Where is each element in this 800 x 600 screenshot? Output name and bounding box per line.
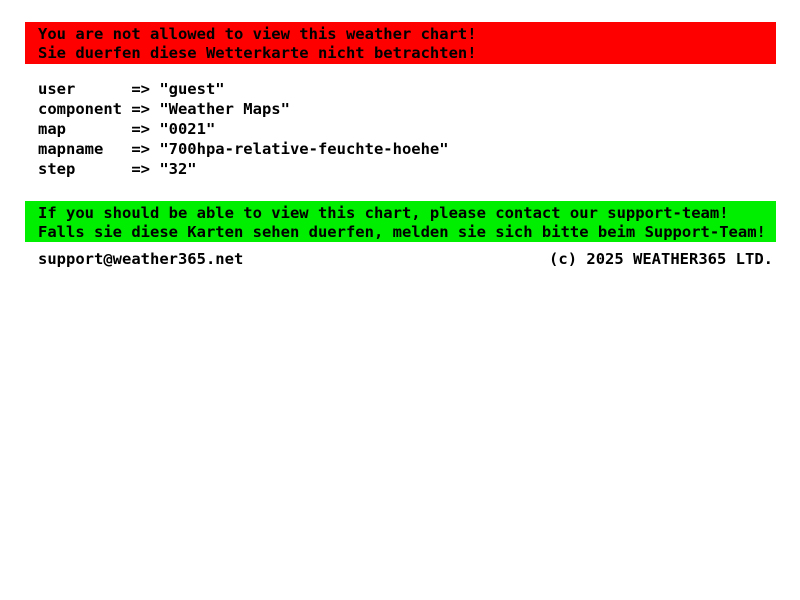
detail-value: "32" (159, 160, 197, 178)
detail-key: component (38, 100, 122, 118)
arrow-glyph: => (131, 120, 150, 138)
error-line-de: Sie duerfen diese Wetterkarte nicht betrachten! (38, 44, 477, 62)
support-email: support@weather365.net (38, 250, 244, 268)
detail-key: map (38, 120, 66, 138)
detail-row-component (38, 99, 449, 119)
detail-value: "Weather Maps" (159, 100, 290, 118)
detail-row-step (38, 159, 449, 179)
request-details-list (38, 79, 449, 179)
detail-value: "0021" (159, 120, 216, 138)
detail-key: step (38, 160, 76, 178)
arrow-glyph: => (131, 100, 150, 118)
detail-row-map (38, 119, 449, 139)
detail-row-mapname (38, 139, 449, 159)
arrow-glyph: => (131, 80, 150, 98)
support-banner (25, 201, 776, 242)
detail-row-user (38, 79, 449, 99)
arrow-glyph: => (131, 140, 150, 158)
detail-value: "guest" (159, 80, 225, 98)
support-line-en: If you should be able to view this chart, please contact our support-team! (38, 204, 729, 222)
detail-value: "700hpa-relative-feuchte-hoehe" (159, 140, 449, 158)
error-banner (25, 22, 776, 64)
detail-key: mapname (38, 140, 104, 158)
copyright-text: (c) 2025 WEATHER365 LTD. (549, 250, 773, 268)
detail-key: user (38, 80, 76, 98)
arrow-glyph: => (131, 160, 150, 178)
support-line-de: Falls sie diese Karten sehen duerfen, melden sie sich bitte beim Support-Team! (38, 223, 766, 241)
error-line-en: You are not allowed to view this weather chart! (38, 25, 477, 43)
footer (25, 250, 776, 268)
